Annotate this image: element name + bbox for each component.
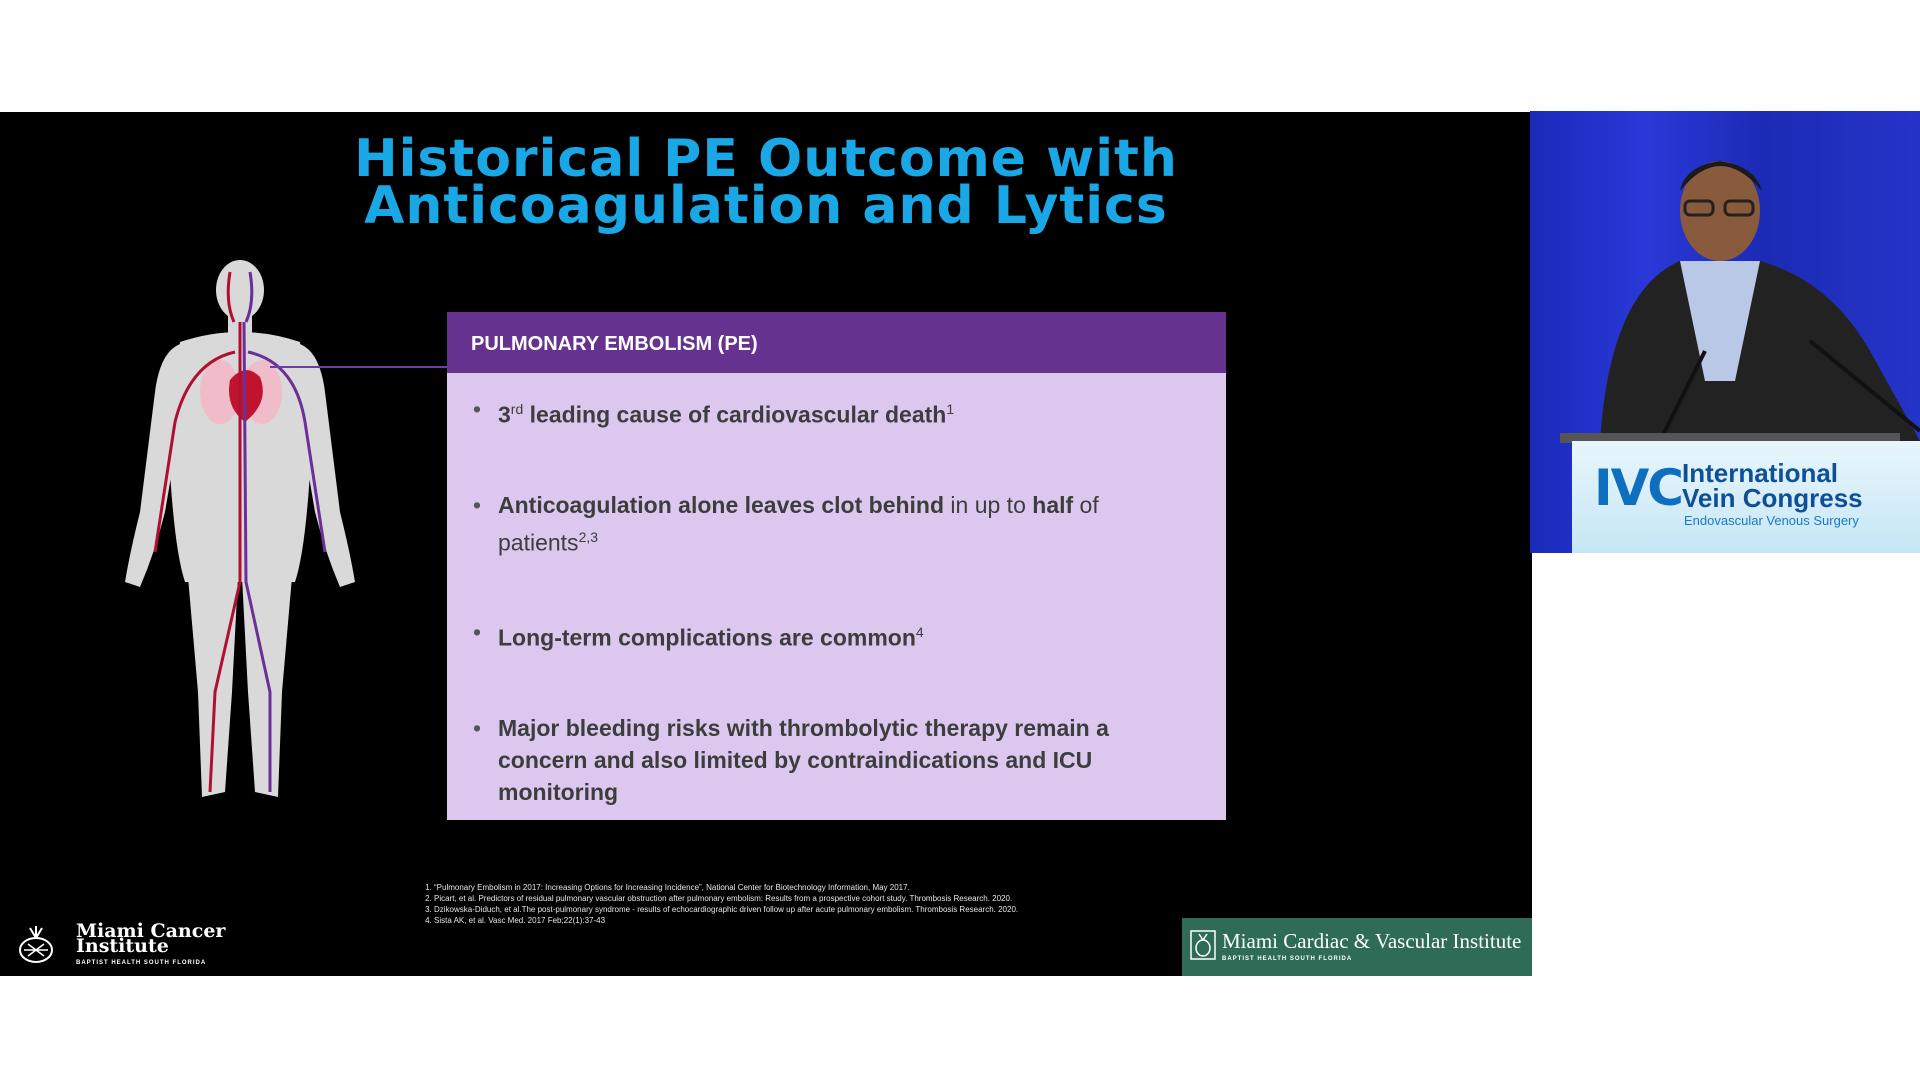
bullet-text: Major bleeding risks with thrombolytic therapy remain a concern and also limited by contraindications and ICU monitoring: [498, 714, 1109, 805]
ivc-subtitle: Endovascular Venous Surgery: [1684, 513, 1859, 528]
pe-bullet-list: [447, 373, 1226, 808]
bullet-item: [473, 393, 1196, 431]
references-footnote: [410, 882, 1050, 926]
slide-title: [0, 129, 1532, 236]
slide-title-line1: Historical PE Outcome with: [354, 129, 1178, 189]
pe-box-header: PULMONARY EMBOLISM (PE): [447, 312, 1226, 373]
ivc-title-line2: Vein Congress: [1682, 483, 1863, 513]
logo-subtitle: BAPTIST HEALTH SOUTH FLORIDA: [1222, 956, 1353, 962]
logo-name: Miami Cardiac & Vascular Institute: [1222, 929, 1522, 953]
bullet-item: [473, 616, 1196, 654]
bullet-text: of patients: [498, 491, 1099, 556]
ivc-title-line1: International: [1682, 458, 1839, 488]
ordinal-superscript: rd: [510, 401, 524, 417]
bullet-text: Long-term complications are common: [498, 624, 916, 651]
ivc-title: [1682, 458, 1863, 513]
ivc-banner: [1572, 441, 1920, 553]
bullet-text-bold: half: [1032, 491, 1074, 518]
reference-item: 2. Picart, et al. Predictors of residual pulmonary vascular obstruction after pulmonary embolism: Results from a prospective cohort study. Thrombosis Research. 2020.: [434, 893, 1050, 904]
miami-cardiac-vascular-logo: [1182, 918, 1532, 976]
reference-superscript: 1: [946, 401, 955, 417]
logo-name: Miami Cancer Institute: [76, 920, 226, 957]
reference-item: 4. Sista AK, et al. Vasc Med. 2017 Feb;22(1):37-43: [434, 915, 1050, 926]
pineapple-emblem-icon: [14, 926, 58, 966]
presentation-slide: [0, 112, 1532, 976]
speaker-video: [1530, 111, 1920, 553]
reference-item: 1. “Pulmonary Embolism in 2017: Increasing Options for Increasing Incidence”, National Center for Biotechnology Information, May 2017.: [434, 882, 1050, 893]
bullet-item: [473, 489, 1196, 559]
reference-superscript: 2,3: [578, 528, 599, 545]
bullet-text: in up to: [944, 491, 1033, 518]
callout-connector-line: [270, 366, 448, 368]
ivc-logo-mark: IVC: [1594, 459, 1682, 517]
pe-info-box: [447, 312, 1226, 820]
bullet-text-bold: Anticoagulation alone leaves clot behind: [498, 491, 945, 518]
pineapple-emblem-icon: [1190, 930, 1216, 960]
slide-title-line2: Anticoagulation and Lytics: [364, 176, 1168, 236]
logo-subtitle: BAPTIST HEALTH SOUTH FLORIDA: [76, 960, 207, 966]
miami-cancer-institute-logo: [14, 920, 274, 972]
reference-superscript: 4: [915, 624, 924, 641]
bullet-text: 3: [498, 401, 511, 428]
reference-item: 3. Dzikowska-Diduch, et al.The post-pulmonary syndrome - results of echocardiographic driven follow up after acute pulmonary embolism. Thrombosis Research. 2020.: [434, 904, 1050, 915]
bullet-item: [473, 712, 1196, 808]
bullet-text: leading cause of cardiovascular death: [523, 401, 947, 428]
human-circulatory-illustration: [120, 252, 360, 812]
